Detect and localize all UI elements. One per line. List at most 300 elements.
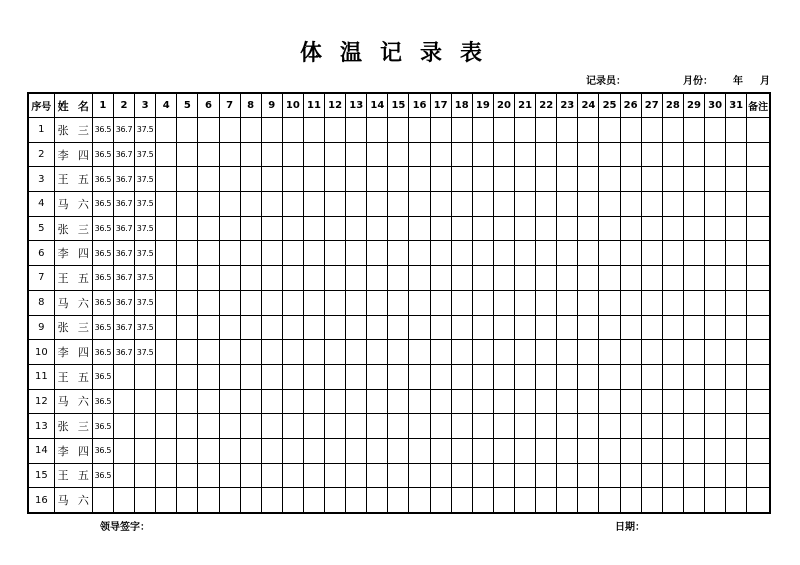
temp-cell[interactable] bbox=[557, 438, 578, 463]
temp-cell[interactable] bbox=[156, 192, 177, 217]
temp-cell[interactable] bbox=[493, 241, 514, 266]
temp-cell[interactable] bbox=[261, 167, 282, 192]
temp-cell[interactable] bbox=[346, 414, 367, 439]
temp-cell[interactable] bbox=[536, 241, 557, 266]
temp-cell[interactable] bbox=[113, 463, 134, 488]
temp-cell[interactable] bbox=[662, 488, 683, 513]
temp-cell[interactable] bbox=[662, 266, 683, 291]
temp-cell[interactable] bbox=[451, 389, 472, 414]
temp-cell[interactable] bbox=[493, 266, 514, 291]
temp-cell[interactable] bbox=[493, 488, 514, 513]
temp-cell[interactable]: 36.5 bbox=[92, 216, 113, 241]
temp-cell[interactable]: 37.5 bbox=[135, 340, 156, 365]
remark-cell[interactable] bbox=[747, 142, 770, 167]
temp-cell[interactable] bbox=[726, 438, 747, 463]
temp-cell[interactable] bbox=[303, 142, 324, 167]
temp-cell[interactable] bbox=[599, 315, 620, 340]
temp-cell[interactable] bbox=[240, 340, 261, 365]
temp-cell[interactable] bbox=[430, 340, 451, 365]
temp-cell[interactable]: 36.5 bbox=[92, 463, 113, 488]
temp-cell[interactable]: 37.5 bbox=[135, 167, 156, 192]
temp-cell[interactable] bbox=[472, 340, 493, 365]
temp-cell[interactable]: 36.5 bbox=[92, 315, 113, 340]
temp-cell[interactable] bbox=[261, 118, 282, 143]
temp-cell[interactable] bbox=[620, 290, 641, 315]
temp-cell[interactable] bbox=[578, 315, 599, 340]
temp-cell[interactable] bbox=[303, 414, 324, 439]
temp-cell[interactable] bbox=[493, 364, 514, 389]
temp-cell[interactable] bbox=[367, 463, 388, 488]
temp-cell[interactable] bbox=[219, 241, 240, 266]
temp-cell[interactable] bbox=[303, 118, 324, 143]
temp-cell[interactable] bbox=[388, 266, 409, 291]
temp-cell[interactable] bbox=[536, 216, 557, 241]
temp-cell[interactable] bbox=[451, 414, 472, 439]
temp-cell[interactable] bbox=[578, 118, 599, 143]
temp-cell[interactable] bbox=[325, 118, 346, 143]
temp-cell[interactable] bbox=[367, 142, 388, 167]
temp-cell[interactable]: 36.7 bbox=[113, 290, 134, 315]
temp-cell[interactable] bbox=[536, 488, 557, 513]
temp-cell[interactable] bbox=[451, 241, 472, 266]
temp-cell[interactable] bbox=[472, 118, 493, 143]
remark-cell[interactable] bbox=[747, 266, 770, 291]
temp-cell[interactable] bbox=[240, 290, 261, 315]
temp-cell[interactable] bbox=[536, 118, 557, 143]
temp-cell[interactable] bbox=[409, 414, 430, 439]
temp-cell[interactable] bbox=[599, 192, 620, 217]
temp-cell[interactable] bbox=[388, 167, 409, 192]
temp-cell[interactable] bbox=[219, 389, 240, 414]
temp-cell[interactable] bbox=[325, 463, 346, 488]
temp-cell[interactable] bbox=[367, 216, 388, 241]
temp-cell[interactable]: 36.5 bbox=[92, 340, 113, 365]
temp-cell[interactable] bbox=[662, 241, 683, 266]
temp-cell[interactable] bbox=[472, 241, 493, 266]
temp-cell[interactable] bbox=[240, 118, 261, 143]
temp-cell[interactable] bbox=[451, 364, 472, 389]
temp-cell[interactable] bbox=[325, 364, 346, 389]
temp-cell[interactable] bbox=[156, 389, 177, 414]
temp-cell[interactable] bbox=[662, 438, 683, 463]
temp-cell[interactable] bbox=[641, 142, 662, 167]
temp-cell[interactable] bbox=[367, 241, 388, 266]
temp-cell[interactable] bbox=[599, 438, 620, 463]
temp-cell[interactable] bbox=[578, 142, 599, 167]
temp-cell[interactable] bbox=[325, 488, 346, 513]
temp-cell[interactable] bbox=[113, 438, 134, 463]
temp-cell[interactable] bbox=[113, 364, 134, 389]
temp-cell[interactable] bbox=[282, 488, 303, 513]
temp-cell[interactable] bbox=[705, 192, 726, 217]
temp-cell[interactable] bbox=[156, 266, 177, 291]
temp-cell[interactable] bbox=[599, 389, 620, 414]
temp-cell[interactable] bbox=[515, 216, 536, 241]
temp-cell[interactable] bbox=[198, 389, 219, 414]
temp-cell[interactable] bbox=[515, 266, 536, 291]
remark-cell[interactable] bbox=[747, 389, 770, 414]
temp-cell[interactable] bbox=[325, 340, 346, 365]
temp-cell[interactable] bbox=[346, 266, 367, 291]
temp-cell[interactable]: 36.7 bbox=[113, 216, 134, 241]
temp-cell[interactable] bbox=[515, 364, 536, 389]
temp-cell[interactable] bbox=[388, 192, 409, 217]
temp-cell[interactable] bbox=[367, 167, 388, 192]
temp-cell[interactable] bbox=[282, 414, 303, 439]
temp-cell[interactable] bbox=[430, 463, 451, 488]
temp-cell[interactable]: 36.5 bbox=[92, 266, 113, 291]
temp-cell[interactable] bbox=[409, 266, 430, 291]
temp-cell[interactable] bbox=[599, 463, 620, 488]
temp-cell[interactable] bbox=[219, 142, 240, 167]
temp-cell[interactable] bbox=[536, 389, 557, 414]
temp-cell[interactable] bbox=[240, 315, 261, 340]
remark-cell[interactable] bbox=[747, 463, 770, 488]
temp-cell[interactable] bbox=[409, 142, 430, 167]
temp-cell[interactable] bbox=[683, 340, 704, 365]
temp-cell[interactable] bbox=[219, 414, 240, 439]
temp-cell[interactable] bbox=[430, 216, 451, 241]
temp-cell[interactable] bbox=[261, 364, 282, 389]
temp-cell[interactable] bbox=[198, 167, 219, 192]
temp-cell[interactable] bbox=[156, 241, 177, 266]
temp-cell[interactable] bbox=[430, 241, 451, 266]
temp-cell[interactable] bbox=[620, 216, 641, 241]
temp-cell[interactable] bbox=[515, 315, 536, 340]
temp-cell[interactable] bbox=[705, 266, 726, 291]
remark-cell[interactable] bbox=[747, 290, 770, 315]
temp-cell[interactable]: 36.5 bbox=[92, 241, 113, 266]
temp-cell[interactable] bbox=[219, 340, 240, 365]
temp-cell[interactable] bbox=[705, 488, 726, 513]
temp-cell[interactable] bbox=[683, 463, 704, 488]
temp-cell[interactable] bbox=[388, 364, 409, 389]
temp-cell[interactable] bbox=[705, 364, 726, 389]
temp-cell[interactable] bbox=[346, 290, 367, 315]
temp-cell[interactable] bbox=[726, 414, 747, 439]
temp-cell[interactable] bbox=[409, 340, 430, 365]
temp-cell[interactable] bbox=[641, 488, 662, 513]
temp-cell[interactable] bbox=[177, 488, 198, 513]
temp-cell[interactable] bbox=[198, 192, 219, 217]
temp-cell[interactable] bbox=[662, 340, 683, 365]
temp-cell[interactable] bbox=[515, 463, 536, 488]
temp-cell[interactable] bbox=[325, 192, 346, 217]
temp-cell[interactable] bbox=[557, 315, 578, 340]
remark-cell[interactable] bbox=[747, 241, 770, 266]
temp-cell[interactable] bbox=[705, 142, 726, 167]
temp-cell[interactable] bbox=[515, 142, 536, 167]
temp-cell[interactable] bbox=[493, 192, 514, 217]
temp-cell[interactable] bbox=[156, 438, 177, 463]
temp-cell[interactable] bbox=[726, 389, 747, 414]
temp-cell[interactable]: 36.7 bbox=[113, 142, 134, 167]
temp-cell[interactable] bbox=[282, 192, 303, 217]
temp-cell[interactable] bbox=[367, 315, 388, 340]
temp-cell[interactable] bbox=[451, 142, 472, 167]
temp-cell[interactable] bbox=[303, 167, 324, 192]
temp-cell[interactable]: 36.5 bbox=[92, 142, 113, 167]
temp-cell[interactable] bbox=[493, 438, 514, 463]
temp-cell[interactable] bbox=[472, 315, 493, 340]
temp-cell[interactable] bbox=[726, 463, 747, 488]
temp-cell[interactable] bbox=[198, 340, 219, 365]
remark-cell[interactable] bbox=[747, 167, 770, 192]
temp-cell[interactable] bbox=[325, 167, 346, 192]
temp-cell[interactable] bbox=[325, 389, 346, 414]
temp-cell[interactable] bbox=[240, 488, 261, 513]
temp-cell[interactable] bbox=[388, 315, 409, 340]
temp-cell[interactable] bbox=[662, 389, 683, 414]
temp-cell[interactable] bbox=[240, 142, 261, 167]
temp-cell[interactable] bbox=[620, 389, 641, 414]
temp-cell[interactable] bbox=[726, 364, 747, 389]
temp-cell[interactable] bbox=[557, 488, 578, 513]
temp-cell[interactable]: 36.5 bbox=[92, 364, 113, 389]
temp-cell[interactable] bbox=[515, 488, 536, 513]
temp-cell[interactable] bbox=[578, 463, 599, 488]
temp-cell[interactable] bbox=[135, 488, 156, 513]
temp-cell[interactable] bbox=[367, 118, 388, 143]
temp-cell[interactable] bbox=[451, 290, 472, 315]
temp-cell[interactable] bbox=[683, 142, 704, 167]
temp-cell[interactable] bbox=[219, 364, 240, 389]
temp-cell[interactable] bbox=[705, 438, 726, 463]
temp-cell[interactable] bbox=[198, 414, 219, 439]
temp-cell[interactable] bbox=[388, 438, 409, 463]
temp-cell[interactable] bbox=[451, 340, 472, 365]
temp-cell[interactable] bbox=[156, 118, 177, 143]
temp-cell[interactable] bbox=[219, 290, 240, 315]
temp-cell[interactable] bbox=[472, 414, 493, 439]
temp-cell[interactable] bbox=[325, 290, 346, 315]
temp-cell[interactable] bbox=[325, 266, 346, 291]
temp-cell[interactable] bbox=[303, 389, 324, 414]
temp-cell[interactable] bbox=[261, 340, 282, 365]
temp-cell[interactable] bbox=[620, 438, 641, 463]
temp-cell[interactable] bbox=[219, 266, 240, 291]
temp-cell[interactable] bbox=[177, 414, 198, 439]
temp-cell[interactable]: 37.5 bbox=[135, 118, 156, 143]
temp-cell[interactable] bbox=[451, 463, 472, 488]
temp-cell[interactable] bbox=[557, 167, 578, 192]
temp-cell[interactable] bbox=[705, 167, 726, 192]
temp-cell[interactable] bbox=[557, 192, 578, 217]
temp-cell[interactable] bbox=[472, 142, 493, 167]
temp-cell[interactable] bbox=[557, 290, 578, 315]
temp-cell[interactable] bbox=[599, 241, 620, 266]
temp-cell[interactable]: 36.7 bbox=[113, 315, 134, 340]
temp-cell[interactable] bbox=[536, 142, 557, 167]
temp-cell[interactable]: 36.7 bbox=[113, 266, 134, 291]
temp-cell[interactable] bbox=[493, 142, 514, 167]
temp-cell[interactable] bbox=[536, 414, 557, 439]
temp-cell[interactable] bbox=[367, 438, 388, 463]
temp-cell[interactable] bbox=[451, 216, 472, 241]
temp-cell[interactable] bbox=[726, 118, 747, 143]
temp-cell[interactable] bbox=[472, 167, 493, 192]
temp-cell[interactable] bbox=[156, 364, 177, 389]
temp-cell[interactable]: 37.5 bbox=[135, 290, 156, 315]
temp-cell[interactable] bbox=[113, 488, 134, 513]
temp-cell[interactable] bbox=[177, 118, 198, 143]
temp-cell[interactable] bbox=[240, 389, 261, 414]
temp-cell[interactable] bbox=[156, 463, 177, 488]
temp-cell[interactable] bbox=[156, 167, 177, 192]
temp-cell[interactable] bbox=[641, 241, 662, 266]
temp-cell[interactable] bbox=[430, 142, 451, 167]
remark-cell[interactable] bbox=[747, 118, 770, 143]
temp-cell[interactable] bbox=[683, 192, 704, 217]
temp-cell[interactable] bbox=[683, 414, 704, 439]
temp-cell[interactable] bbox=[472, 192, 493, 217]
temp-cell[interactable] bbox=[493, 290, 514, 315]
temp-cell[interactable] bbox=[219, 167, 240, 192]
temp-cell[interactable] bbox=[578, 438, 599, 463]
temp-cell[interactable] bbox=[177, 463, 198, 488]
temp-cell[interactable]: 36.5 bbox=[92, 290, 113, 315]
temp-cell[interactable] bbox=[620, 488, 641, 513]
temp-cell[interactable] bbox=[430, 488, 451, 513]
temp-cell[interactable] bbox=[493, 315, 514, 340]
temp-cell[interactable] bbox=[536, 266, 557, 291]
temp-cell[interactable] bbox=[156, 340, 177, 365]
temp-cell[interactable] bbox=[705, 241, 726, 266]
temp-cell[interactable] bbox=[451, 266, 472, 291]
temp-cell[interactable] bbox=[620, 463, 641, 488]
temp-cell[interactable] bbox=[240, 266, 261, 291]
temp-cell[interactable]: 36.7 bbox=[113, 192, 134, 217]
temp-cell[interactable] bbox=[662, 192, 683, 217]
temp-cell[interactable] bbox=[620, 315, 641, 340]
temp-cell[interactable] bbox=[409, 364, 430, 389]
temp-cell[interactable] bbox=[177, 389, 198, 414]
temp-cell[interactable] bbox=[557, 364, 578, 389]
temp-cell[interactable] bbox=[219, 315, 240, 340]
temp-cell[interactable]: 36.7 bbox=[113, 340, 134, 365]
temp-cell[interactable] bbox=[451, 192, 472, 217]
temp-cell[interactable] bbox=[726, 290, 747, 315]
temp-cell[interactable] bbox=[578, 364, 599, 389]
temp-cell[interactable]: 36.5 bbox=[92, 118, 113, 143]
temp-cell[interactable] bbox=[641, 167, 662, 192]
temp-cell[interactable] bbox=[261, 315, 282, 340]
remark-cell[interactable] bbox=[747, 414, 770, 439]
temp-cell[interactable] bbox=[683, 315, 704, 340]
temp-cell[interactable] bbox=[599, 340, 620, 365]
temp-cell[interactable] bbox=[261, 414, 282, 439]
temp-cell[interactable] bbox=[599, 216, 620, 241]
temp-cell[interactable] bbox=[515, 167, 536, 192]
temp-cell[interactable] bbox=[177, 142, 198, 167]
temp-cell[interactable] bbox=[198, 241, 219, 266]
remark-cell[interactable] bbox=[747, 488, 770, 513]
temp-cell[interactable] bbox=[578, 488, 599, 513]
temp-cell[interactable] bbox=[493, 118, 514, 143]
temp-cell[interactable] bbox=[705, 340, 726, 365]
temp-cell[interactable] bbox=[367, 192, 388, 217]
temp-cell[interactable] bbox=[641, 438, 662, 463]
temp-cell[interactable] bbox=[536, 315, 557, 340]
temp-cell[interactable] bbox=[683, 216, 704, 241]
temp-cell[interactable] bbox=[177, 266, 198, 291]
temp-cell[interactable] bbox=[578, 290, 599, 315]
temp-cell[interactable] bbox=[282, 167, 303, 192]
temp-cell[interactable] bbox=[493, 414, 514, 439]
remark-cell[interactable] bbox=[747, 438, 770, 463]
temp-cell[interactable] bbox=[135, 438, 156, 463]
temp-cell[interactable] bbox=[219, 192, 240, 217]
temp-cell[interactable] bbox=[261, 438, 282, 463]
temp-cell[interactable] bbox=[240, 414, 261, 439]
temp-cell[interactable] bbox=[599, 118, 620, 143]
temp-cell[interactable] bbox=[620, 414, 641, 439]
temp-cell[interactable] bbox=[409, 438, 430, 463]
temp-cell[interactable] bbox=[240, 438, 261, 463]
temp-cell[interactable] bbox=[282, 315, 303, 340]
temp-cell[interactable] bbox=[177, 216, 198, 241]
temp-cell[interactable] bbox=[620, 364, 641, 389]
temp-cell[interactable] bbox=[346, 389, 367, 414]
temp-cell[interactable] bbox=[662, 216, 683, 241]
temp-cell[interactable] bbox=[620, 118, 641, 143]
temp-cell[interactable] bbox=[198, 142, 219, 167]
temp-cell[interactable] bbox=[156, 488, 177, 513]
temp-cell[interactable] bbox=[641, 216, 662, 241]
temp-cell[interactable] bbox=[726, 340, 747, 365]
temp-cell[interactable] bbox=[282, 266, 303, 291]
temp-cell[interactable] bbox=[346, 315, 367, 340]
temp-cell[interactable] bbox=[578, 266, 599, 291]
temp-cell[interactable] bbox=[430, 266, 451, 291]
temp-cell[interactable] bbox=[557, 266, 578, 291]
temp-cell[interactable] bbox=[303, 315, 324, 340]
remark-cell[interactable] bbox=[747, 315, 770, 340]
temp-cell[interactable] bbox=[303, 266, 324, 291]
temp-cell[interactable] bbox=[493, 389, 514, 414]
temp-cell[interactable] bbox=[620, 266, 641, 291]
temp-cell[interactable] bbox=[578, 167, 599, 192]
temp-cell[interactable] bbox=[177, 290, 198, 315]
temp-cell[interactable] bbox=[430, 315, 451, 340]
temp-cell[interactable] bbox=[409, 488, 430, 513]
temp-cell[interactable] bbox=[493, 463, 514, 488]
temp-cell[interactable] bbox=[367, 488, 388, 513]
temp-cell[interactable] bbox=[113, 389, 134, 414]
temp-cell[interactable]: 36.5 bbox=[92, 414, 113, 439]
temp-cell[interactable] bbox=[409, 192, 430, 217]
temp-cell[interactable] bbox=[451, 118, 472, 143]
temp-cell[interactable] bbox=[303, 463, 324, 488]
temp-cell[interactable] bbox=[662, 118, 683, 143]
temp-cell[interactable] bbox=[282, 438, 303, 463]
temp-cell[interactable] bbox=[156, 142, 177, 167]
temp-cell[interactable] bbox=[261, 266, 282, 291]
temp-cell[interactable]: 36.7 bbox=[113, 118, 134, 143]
temp-cell[interactable] bbox=[282, 216, 303, 241]
temp-cell[interactable] bbox=[325, 142, 346, 167]
temp-cell[interactable] bbox=[219, 463, 240, 488]
temp-cell[interactable] bbox=[599, 290, 620, 315]
temp-cell[interactable] bbox=[557, 463, 578, 488]
temp-cell[interactable] bbox=[92, 488, 113, 513]
temp-cell[interactable] bbox=[303, 216, 324, 241]
temp-cell[interactable] bbox=[641, 192, 662, 217]
temp-cell[interactable] bbox=[367, 290, 388, 315]
temp-cell[interactable] bbox=[282, 340, 303, 365]
temp-cell[interactable] bbox=[198, 118, 219, 143]
temp-cell[interactable] bbox=[303, 241, 324, 266]
